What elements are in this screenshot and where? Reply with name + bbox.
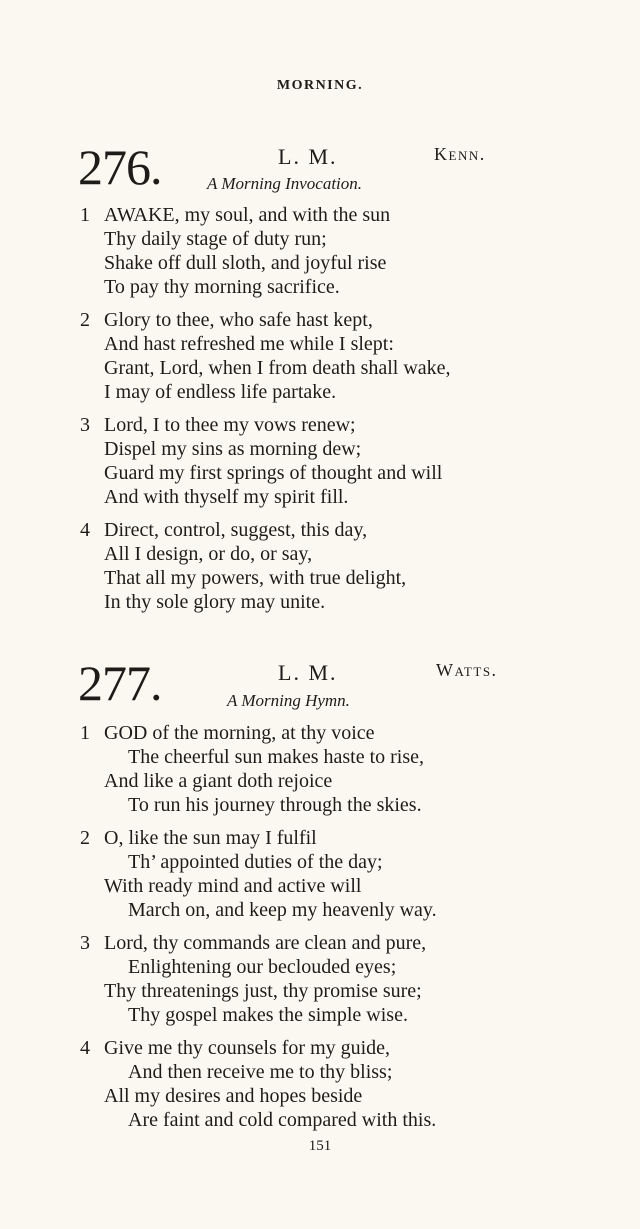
stanza-number: 3	[80, 932, 90, 954]
verse-line: I may of endless life partake.	[104, 381, 337, 403]
verse-line: Thy gospel makes the simple wise.	[128, 1004, 408, 1026]
verse-line: And then receive me to thy bliss;	[128, 1061, 393, 1083]
hymn-meter: L. M.	[278, 144, 338, 169]
verse-line: Lord, I to thee my vows renew;	[104, 414, 356, 436]
verse-line: Thy threatenings just, thy promise sure;	[104, 980, 422, 1002]
verse-line: The cheerful sun makes haste to rise,	[128, 746, 425, 768]
hymn-author: Kenn.	[434, 144, 486, 164]
page-number: 151	[308, 1138, 332, 1154]
verse-line: With ready mind and active will	[104, 875, 362, 897]
verse-line: To run his journey through the skies.	[128, 794, 422, 816]
hymn-title: A Morning Hymn.	[227, 691, 350, 710]
stanza-number: 3	[80, 414, 90, 436]
verse-line: Th’ appointed duties of the day;	[128, 851, 383, 873]
verse-line: And like a giant doth rejoice	[104, 770, 333, 792]
verse-line: Shake off dull sloth, and joyful rise	[104, 252, 387, 274]
verse-line: Enlightening our beclouded eyes;	[128, 956, 397, 978]
hymn-author: Watts.	[436, 660, 498, 680]
verse-line: Guard my first springs of thought and will	[104, 462, 443, 484]
verse-line: Glory to thee, who safe hast kept,	[104, 309, 373, 331]
running-head: MORNING.	[276, 78, 364, 93]
hymn-number: 276.	[78, 139, 162, 195]
verse-line: All I design, or do, or say,	[104, 543, 313, 565]
verse-line: Thy daily stage of duty run;	[104, 228, 327, 250]
verse-line: O, like the sun may I fulfil	[104, 827, 317, 849]
verse-line: And hast refreshed me while I slept:	[104, 333, 394, 355]
verse-line: GOD of the morning, at thy voice	[104, 722, 375, 744]
verse-line: All my desires and hopes beside	[104, 1085, 363, 1107]
verse-line: Grant, Lord, when I from death shall wake,	[104, 357, 451, 379]
verse-line: To pay thy morning sacrifice.	[104, 276, 340, 298]
verse-line: And with thyself my spirit fill.	[104, 486, 349, 508]
verse-line: Lord, thy commands are clean and pure,	[104, 932, 427, 954]
stanza-number: 4	[80, 1037, 90, 1059]
verse-line: Give me thy counsels for my guide,	[104, 1037, 391, 1059]
stanza-number: 2	[80, 309, 90, 331]
stanza-number: 1	[80, 722, 90, 744]
verse-line: Direct, control, suggest, this day,	[104, 519, 368, 541]
verse-line: March on, and keep my heavenly way.	[128, 899, 437, 921]
verse-line: Dispel my sins as morning dew;	[104, 438, 362, 460]
stanza-number: 2	[80, 827, 90, 849]
verse-line: Are faint and cold compared with this.	[128, 1109, 437, 1131]
hymn-title: A Morning Invocation.	[207, 174, 363, 193]
verse-line: In thy sole glory may unite.	[104, 591, 326, 613]
verse-line: That all my powers, with true delight,	[104, 567, 407, 589]
stanza-number: 4	[80, 519, 90, 541]
verse-line: AWAKE, my soul, and with the sun	[104, 204, 391, 226]
hymn-number: 277.	[78, 655, 162, 711]
stanza-number: 1	[80, 204, 90, 226]
hymn-meter: L. M.	[278, 660, 338, 685]
